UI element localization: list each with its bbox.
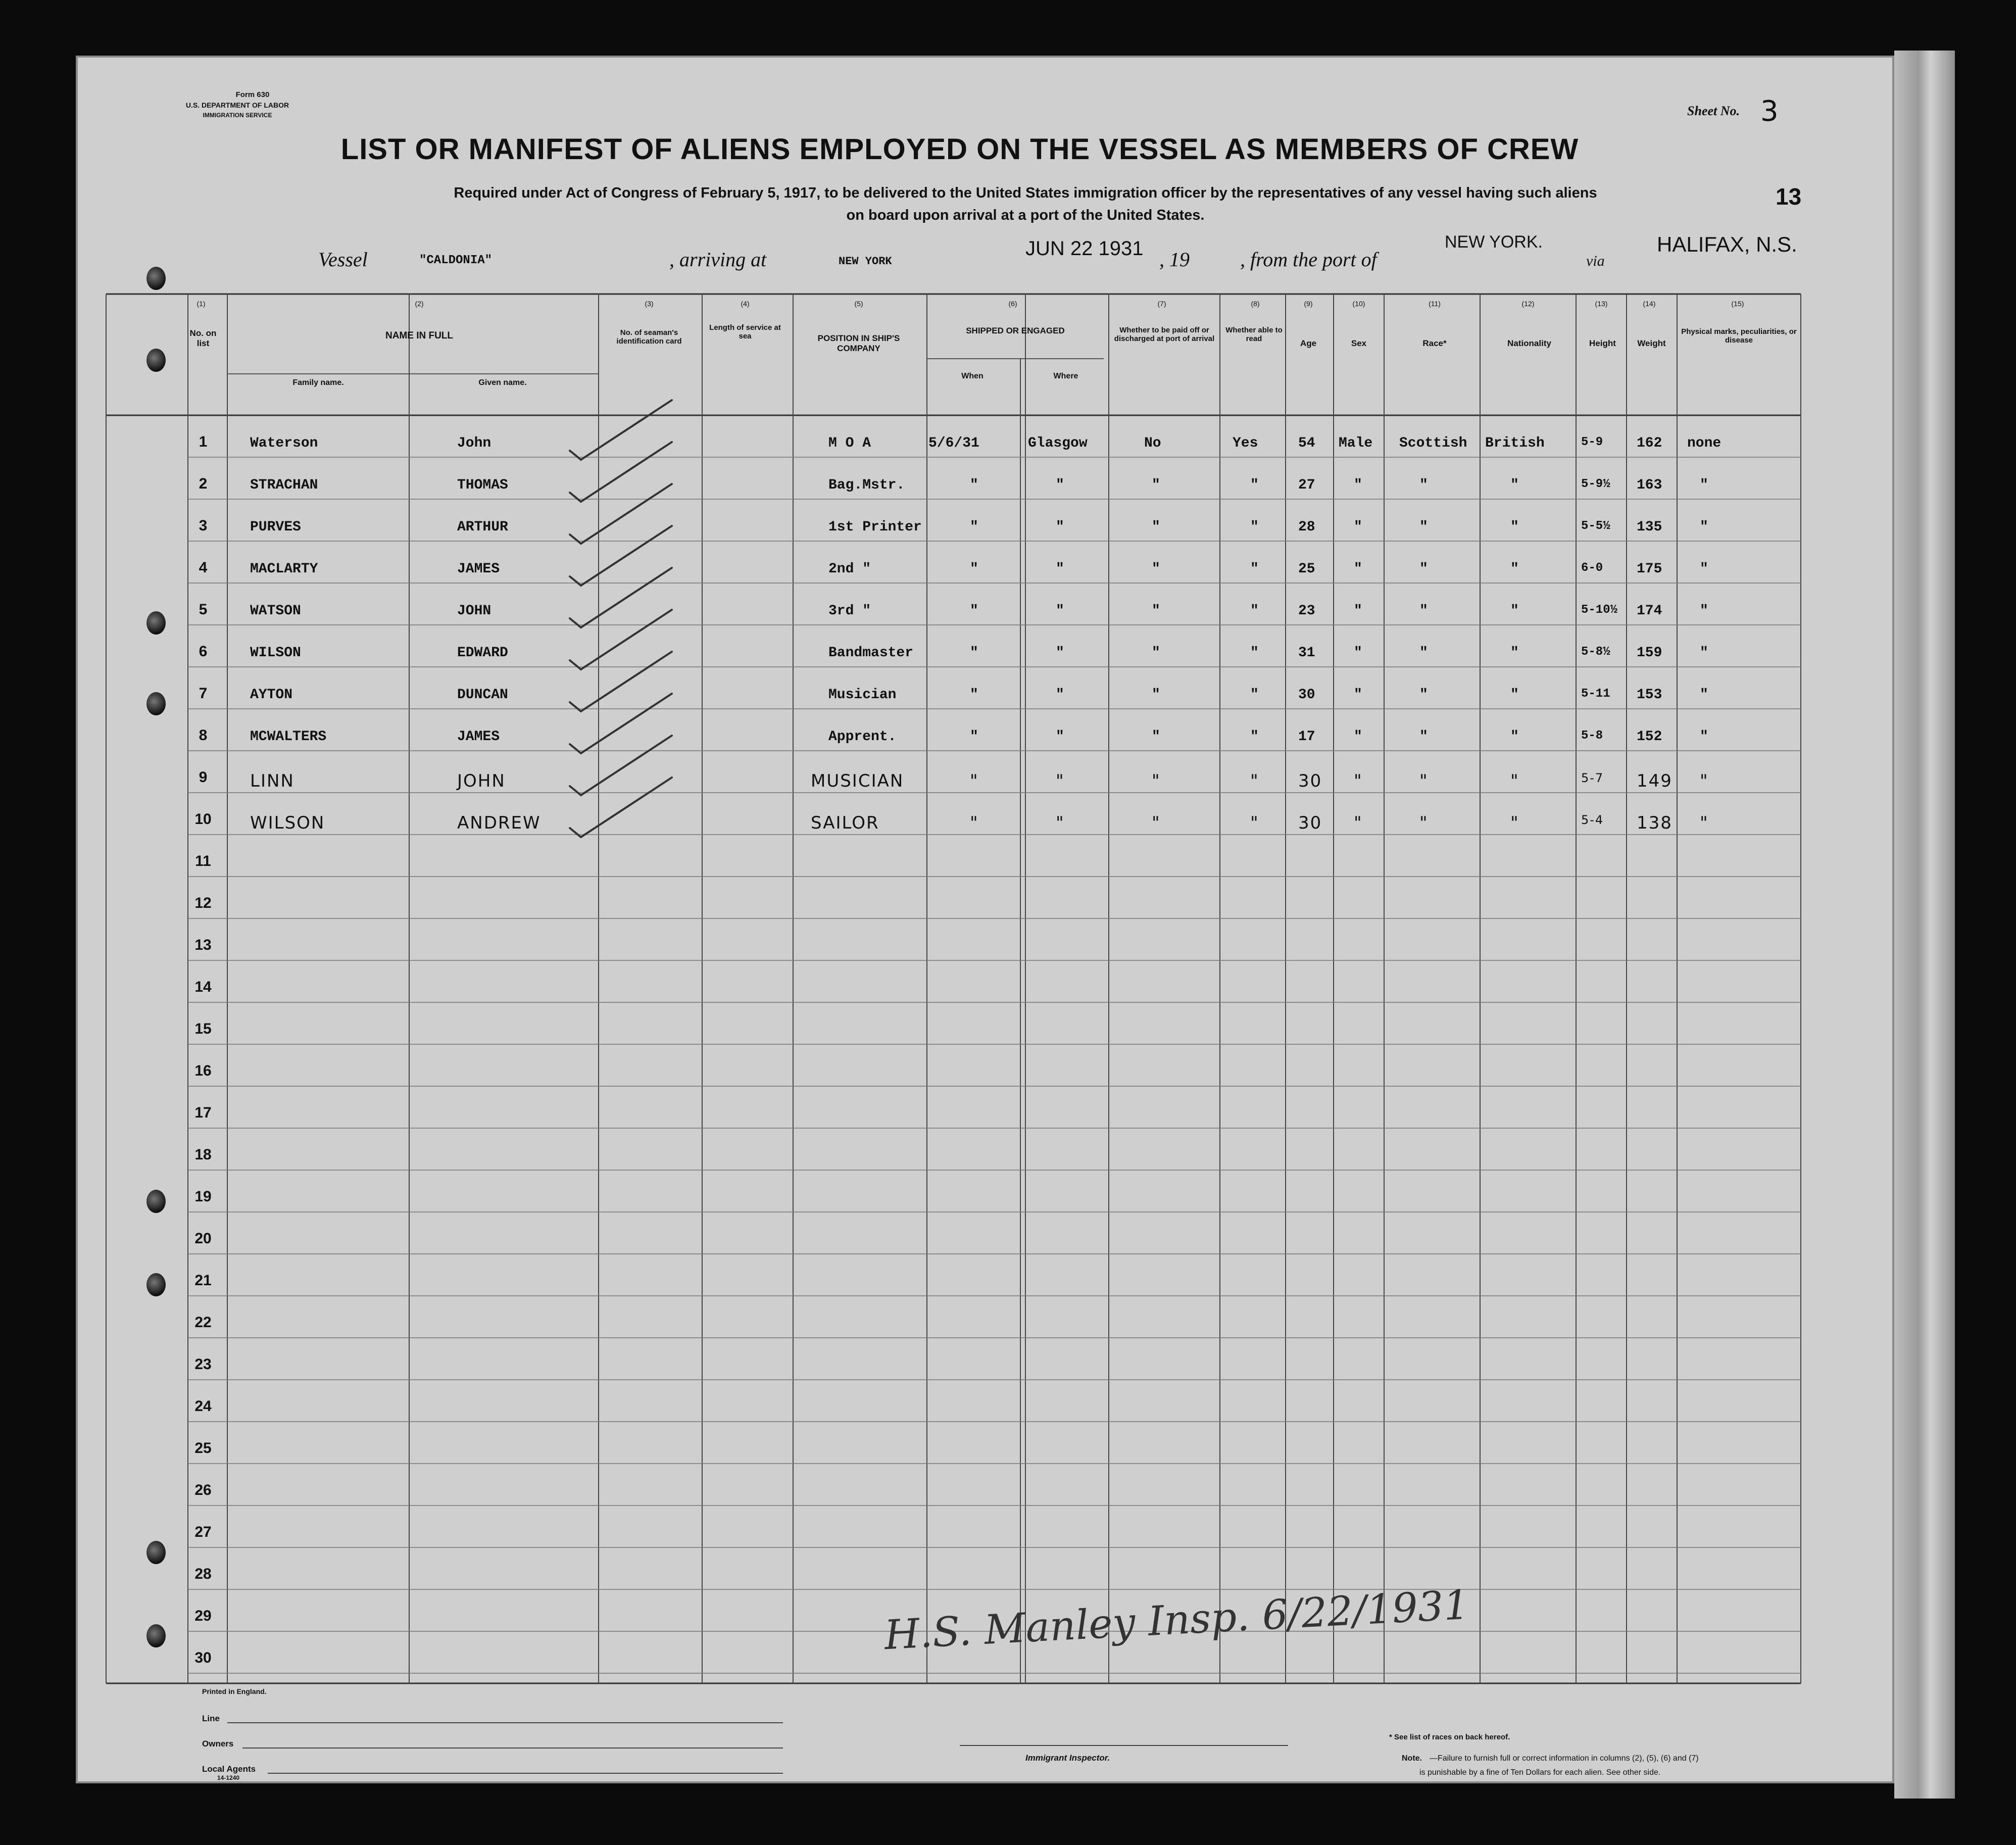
shipped-where: " [1056,477,1064,493]
col-num-15: (15) [1731,300,1744,308]
weight: 135 [1637,519,1662,535]
height: 5-9 [1581,435,1603,449]
height: 5-9½ [1581,477,1610,491]
paid-off: " [1152,729,1160,745]
header-physical-marks: Physical marks, peculiarities, or disease [1681,327,1797,345]
header-when: When [961,372,984,380]
given-name: EDWARD [457,645,508,661]
via-label: via [1586,253,1605,269]
header-name-in-full: NAME IN FULL [385,330,454,341]
weight: 163 [1637,477,1662,493]
shipped-where: " [1056,603,1064,619]
note-text: —Failure to furnish full or correct information in columns (2), (5), (6) and (7) [1430,1754,1699,1763]
note-label: Note. [1402,1754,1422,1763]
physical-marks: " [1700,813,1709,833]
family-name: LINN [250,771,294,791]
shipped-where: Glasgow [1028,435,1088,451]
row-number: 21 [194,1272,212,1289]
paid-off: " [1152,477,1160,493]
position: 3rd " [828,603,871,619]
col-num-1: (1) [196,300,206,308]
sex: " [1354,519,1362,535]
col-num-10: (10) [1352,300,1365,308]
shipped-when: " [970,561,978,577]
age: 25 [1298,561,1315,577]
from-port-label: , from the port of [1240,248,1377,271]
height: 5-8 [1581,729,1603,743]
family-name: STRACHAN [250,477,318,493]
physical-marks: " [1700,771,1709,791]
shipped-where: " [1056,645,1064,661]
col-num-7: (7) [1157,300,1166,308]
sheet-label: Sheet No. [1687,104,1740,118]
header-family-name: Family name. [292,378,344,387]
arriving-port: NEW YORK [839,255,892,268]
row-number: 28 [194,1566,212,1582]
footer-line-label: Line [202,1714,220,1723]
subtitle-line-1: Required under Act of Congress of February 5, 1917, to be delivered to the United States immigration officer by the representatives of any vessel having such aliens [454,185,1597,201]
vessel-label: Vessel [318,248,368,271]
able-to-read: " [1250,771,1259,791]
position: Bag.Mstr. [828,477,905,493]
nationality: " [1510,603,1519,619]
shipped-when: " [970,603,978,619]
shipped-when: " [970,771,979,791]
note-text-2: is punishable by a fine of Ten Dollars for each alien. See other side. [1419,1768,1661,1777]
age: 17 [1298,729,1315,745]
row-number: 25 [194,1440,212,1456]
shipped-where: " [1056,519,1064,535]
able-to-read: " [1250,477,1259,493]
weight: 153 [1637,687,1662,703]
able-to-read: " [1250,813,1259,833]
family-name: WILSON [250,813,325,833]
row-number: 14 [194,979,212,995]
row-number: 16 [194,1062,212,1079]
family-name: PURVES [250,519,301,535]
age: 54 [1298,435,1315,451]
row-number: 24 [194,1398,212,1415]
given-name: JOHN [457,603,491,619]
col-num-8: (8) [1251,300,1260,308]
header-given-name: Given name. [478,378,527,387]
weight: 149 [1637,771,1673,791]
shipped-when: " [970,687,978,703]
header-able-read: Whether able to read [1225,326,1283,343]
given-name: DUNCAN [457,687,508,703]
nationality: " [1510,813,1519,833]
sex: " [1354,687,1362,703]
inspector-signature: H.S. Manley Insp. 6/22/1931 [883,1581,1470,1659]
able-to-read: " [1250,729,1259,745]
nationality: " [1510,771,1519,791]
row-number: 30 [194,1649,212,1666]
nationality: " [1510,477,1519,493]
sex: " [1354,729,1362,745]
row-number: 7 [199,685,208,702]
given-name: JOHN [457,771,506,791]
row-number: 3 [199,517,208,534]
row-number: 17 [194,1104,212,1121]
race: Scottish [1399,435,1467,451]
sex: " [1354,645,1362,661]
given-name: JAMES [457,729,500,745]
header-no-on-list: No. on list [189,328,217,348]
printed-in-england: Printed in England. [202,1687,267,1695]
col-num-5: (5) [854,300,863,308]
shipped-where: " [1056,561,1064,577]
family-name: AYTON [250,687,293,703]
header-sex: Sex [1351,338,1367,348]
age: 28 [1298,519,1315,535]
header-height: Height [1589,338,1616,348]
physical-marks: none [1687,435,1722,451]
shipped-where: " [1056,687,1064,703]
race: " [1419,477,1428,493]
row-number: 29 [194,1608,212,1624]
position: SAILOR [811,813,879,833]
shipped-when: " [970,519,978,535]
col-num-6: (6) [1008,300,1017,308]
race: " [1419,645,1428,661]
family-name: WATSON [250,603,301,619]
shipped-when: " [970,645,978,661]
page-title: LIST OR MANIFEST OF ALIENS EMPLOYED ON THE VESSEL AS MEMBERS OF CREW [340,133,1579,166]
col-num-14: (14) [1643,300,1656,308]
sex: " [1354,477,1362,493]
paid-off: " [1152,813,1161,833]
race: " [1419,729,1428,745]
row-number: 12 [194,895,212,911]
race: " [1419,771,1429,791]
via-port-stamp: HALIFAX, N.S. [1657,232,1797,256]
physical-marks: " [1700,561,1708,577]
able-to-read: " [1250,519,1259,535]
col-num-9: (9) [1304,300,1313,308]
physical-marks: " [1700,729,1708,745]
able-to-read: " [1250,561,1259,577]
department-label: U.S. DEPARTMENT OF LABOR [185,101,289,109]
sheet-number: 3 [1760,95,1779,128]
able-to-read: " [1250,645,1259,661]
header-age: Age [1300,338,1317,348]
position: 1st Printer [828,519,922,535]
position: M O A [828,435,871,451]
shipped-when: " [970,729,978,745]
inspector-label: Immigrant Inspector. [1025,1753,1110,1763]
nationality: " [1510,687,1519,703]
age: 27 [1298,477,1315,493]
paid-off: " [1152,771,1161,791]
row-number: 11 [195,853,211,869]
paid-off: No [1144,435,1161,451]
weight: 159 [1637,645,1662,661]
col-num-12: (12) [1521,300,1535,308]
nationality: " [1510,561,1519,577]
given-name: JAMES [457,561,500,577]
header-seaman-id: No. of seaman's identification card [616,328,682,346]
physical-marks: " [1700,645,1708,661]
race: " [1419,603,1428,619]
physical-marks: " [1700,603,1708,619]
sex: " [1354,561,1362,577]
age: 30 [1298,687,1315,703]
header-nationality: Nationality [1507,338,1551,348]
col-num-11: (11) [1429,300,1441,308]
row-number: 1 [199,433,208,450]
sex: " [1354,603,1362,619]
height: 5-5½ [1581,519,1610,533]
paid-off: " [1152,603,1160,619]
header-paid-off: Whether to be paid off or discharged at port of arrival [1114,326,1215,343]
race: " [1419,519,1428,535]
arriving-label: , arriving at [669,248,767,271]
height: 5-4 [1581,813,1604,827]
weight: 152 [1637,729,1662,745]
family-name: MCWALTERS [250,729,327,745]
shipped-when: 5/6/31 [928,435,979,451]
header-weight: Weight [1637,338,1666,348]
row-number: 10 [194,811,212,828]
age: 31 [1298,645,1315,661]
family-name: WILSON [250,645,301,661]
header-race: Race* [1422,338,1447,348]
weight: 174 [1637,603,1662,619]
age: 23 [1298,603,1315,619]
col-num-4: (4) [741,300,750,308]
sex: " [1354,813,1363,833]
row-number: 6 [199,643,208,660]
paid-off: " [1152,561,1160,577]
race: " [1419,813,1429,833]
row-number: 19 [194,1188,212,1205]
height: 5-8½ [1581,645,1610,659]
vessel-name: "CALDONIA" [419,254,493,267]
nationality: British [1485,435,1545,451]
header-position: POSITION IN SHIP'S COMPANY [817,333,900,353]
row-number: 22 [194,1314,212,1331]
shipped-where: " [1056,813,1065,833]
position: Musician [828,687,897,703]
from-port-stamp: NEW YORK. [1445,232,1543,252]
race: " [1419,561,1428,577]
row-number: 23 [194,1356,212,1373]
row-number: 15 [194,1021,212,1037]
paid-off: " [1152,519,1160,535]
nationality: " [1510,519,1519,535]
age: 30 [1298,771,1322,791]
col-num-2: (2) [415,300,424,308]
row-number: 18 [194,1146,212,1163]
sex: Male [1339,435,1373,451]
row-number: 13 [194,937,212,953]
physical-marks: " [1700,519,1708,535]
header-where: Where [1053,372,1078,380]
header-shipped-engaged: SHIPPED OR ENGAGED [966,326,1065,335]
family-name: MACLARTY [250,561,318,577]
weight: 175 [1637,561,1662,577]
footer-agents-label: Local Agents [202,1764,256,1774]
col-num-13: (13) [1595,300,1608,308]
paid-off: " [1152,645,1160,661]
height: 6-0 [1581,561,1603,575]
row-number: 20 [194,1230,212,1247]
row-number: 26 [194,1482,212,1498]
year-label: , 19 [1159,248,1190,271]
given-name: John [457,435,491,451]
position: 2nd " [828,561,871,577]
shipped-where: " [1056,771,1065,791]
shipped-when: " [970,477,978,493]
given-name: THOMAS [457,477,508,493]
physical-marks: " [1700,687,1708,703]
header-length-service: Length of service at sea [709,323,781,341]
physical-marks: " [1700,477,1708,493]
height: 5-10½ [1581,603,1618,617]
nationality: " [1510,645,1519,661]
row-number: 2 [199,475,208,492]
shipped-where: " [1056,729,1064,745]
sex: " [1354,771,1363,791]
position: Apprent. [828,729,897,745]
able-to-read: " [1250,687,1259,703]
shipped-when: " [970,813,979,833]
nationality: " [1510,729,1519,745]
given-name: ARTHUR [457,519,508,535]
able-to-read: " [1250,603,1259,619]
weight: 138 [1637,813,1673,833]
form-number: Form 630 [235,90,270,99]
family-name: Waterson [250,435,318,451]
position: Bandmaster [828,645,914,661]
subtitle-line-2: on board upon arrival at a port of the United States. [846,207,1205,223]
arrival-date-stamp: JUN 22 1931 [1025,237,1144,260]
row-number: 27 [194,1524,212,1540]
race: " [1419,687,1428,703]
row-number: 9 [199,769,208,786]
row-number: 8 [199,727,208,744]
service-label: IMMIGRATION SERVICE [203,112,272,119]
weight: 162 [1637,435,1662,451]
age: 30 [1298,813,1322,833]
page-number: 13 [1776,183,1802,210]
able-to-read: Yes [1233,435,1258,451]
height: 5-7 [1581,771,1604,785]
position: MUSICIAN [811,771,904,791]
col-num-3: (3) [645,300,654,308]
footer-agents-code: 14-1240 [217,1774,240,1781]
races-note: * See list of races on back hereof. [1389,1733,1510,1741]
row-number: 5 [199,601,208,618]
height: 5-11 [1581,687,1610,701]
row-number: 4 [199,559,208,576]
given-name: ANDREW [457,813,541,833]
paid-off: " [1152,687,1160,703]
footer-owners-label: Owners [202,1739,234,1749]
